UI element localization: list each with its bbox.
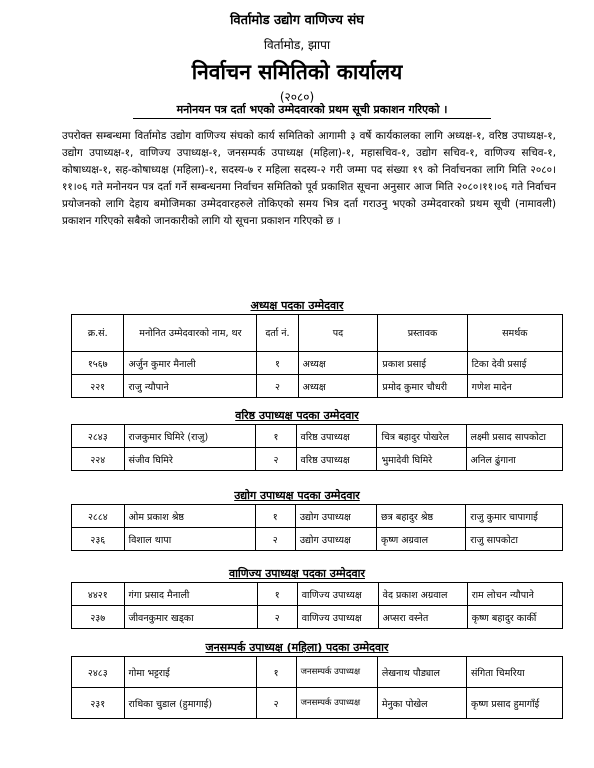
candidate-name-cell: राजकुमार घिमिरे (राजु) <box>124 425 256 448</box>
seconder-cell: राजु सापकोटा <box>466 528 563 551</box>
candidate-table <box>71 582 563 629</box>
table-row <box>72 375 563 398</box>
table-row <box>72 657 563 688</box>
post-cell: जनसम्पर्क उपाध्यक्ष <box>296 688 377 719</box>
table-header-row <box>72 315 563 352</box>
notice-title: मनोनयन पत्र दर्ता भएको उम्मेदवारको प्रथम सूची प्रकाशन गरिएको । <box>133 102 491 119</box>
seconder-cell: संगिता चिमरिया <box>466 657 562 688</box>
post-cell: उद्योग उपाध्यक्ष <box>295 505 376 528</box>
serial-cell: ४४२१ <box>72 583 125 606</box>
reg-no-cell: २ <box>257 606 297 629</box>
candidate-name-cell: राधिका चुडाल (हुमागाई) <box>124 688 256 719</box>
serial-cell: २८४३ <box>72 425 125 448</box>
seconder-cell: राम लोचन न्यौपाने <box>467 583 562 606</box>
serial-cell: २३१ <box>72 688 125 719</box>
post-cell: जनसम्पर्क उपाध्यक्ष <box>296 657 377 688</box>
seconder-cell: कृष्ण प्रसाद हुमागाँई <box>466 688 562 719</box>
seconder-cell: अनिल ढुंगाना <box>466 448 562 471</box>
org-location: विर्तामोड, झापा <box>263 38 331 52</box>
post-cell: वरिष्ठ उपाध्यक्ष <box>296 448 377 471</box>
table-row <box>72 688 563 719</box>
post-cell: वाणिज्य उपाध्यक्ष <box>297 606 378 629</box>
section-title: जनसम्पर्क उपाध्यक्ष (महिला) पदका उम्मेदवार <box>205 641 389 654</box>
reg-no-cell: १ <box>257 352 298 375</box>
table-row <box>72 606 563 629</box>
candidate-name-cell: संजीव घिमिरे <box>124 448 256 471</box>
serial-cell: २३७ <box>72 606 125 629</box>
candidate-table <box>71 656 563 719</box>
reg-no-cell: २ <box>255 528 295 551</box>
reg-no-cell: १ <box>256 425 296 448</box>
section-title: वाणिज्य उपाध्यक्ष पदका उम्मेदवार <box>228 567 366 580</box>
candidate-name-cell: गोमा भट्टराई <box>124 657 256 688</box>
candidate-name-cell: जीवनकुमार खड्का <box>124 606 257 629</box>
col-header-post: पद <box>298 315 378 352</box>
post-cell: वाणिज्य उपाध्यक्ष <box>297 583 378 606</box>
reg-no-cell: १ <box>255 505 295 528</box>
serial-cell: २२४ <box>72 448 125 471</box>
org-name: विर्तामोड उद्योग वाणिज्य संघ <box>230 13 364 28</box>
candidate-table <box>71 314 563 398</box>
candidate-table <box>71 504 563 551</box>
table-row <box>72 352 563 375</box>
candidate-name-cell: ओम प्रकाश श्रेष्ठ <box>124 505 255 528</box>
reg-no-cell: १ <box>257 583 297 606</box>
post-cell: वरिष्ठ उपाध्यक्ष <box>296 425 377 448</box>
col-header-serial: क्र.सं. <box>72 315 124 352</box>
proposer-cell: छत्र बहादुर श्रेष्ठ <box>376 505 465 528</box>
serial-cell: १५६७ <box>72 352 124 375</box>
serial-cell: २८८४ <box>72 505 125 528</box>
serial-cell: २३६ <box>72 528 125 551</box>
seconder-cell: टिका देवी प्रसाई <box>467 352 562 375</box>
proposer-cell: भुमादेवी घिमिरे <box>377 448 466 471</box>
table-row <box>72 505 563 528</box>
year: (२०८०) <box>279 90 315 104</box>
proposer-cell: चित्र बहादुर पोखरेल <box>377 425 466 448</box>
seconder-cell: कृष्ण बहादुर कार्की <box>467 606 562 629</box>
candidate-table <box>71 424 563 471</box>
proposer-cell: प्रकाश प्रसाई <box>378 352 467 375</box>
proposer-cell: कृष्ण अग्रवाल <box>376 528 465 551</box>
post-cell: अध्यक्ष <box>298 352 378 375</box>
candidate-name-cell: विशाल थापा <box>124 528 255 551</box>
post-cell: अध्यक्ष <box>298 375 378 398</box>
section-title: उद्योग उपाध्यक्ष पदका उम्मेदवार <box>234 489 360 502</box>
col-header-reg-no: दर्ता नं. <box>257 315 298 352</box>
reg-no-cell: १ <box>256 657 296 688</box>
reg-no-cell: २ <box>256 688 296 719</box>
serial-cell: २२१ <box>72 375 124 398</box>
office-title: निर्वाचन समितिको कार्यालय <box>191 60 403 84</box>
reg-no-cell: २ <box>256 448 296 471</box>
proposer-cell: वेद प्रकाश अग्रवाल <box>378 583 467 606</box>
seconder-cell: गणेश मादेन <box>467 375 562 398</box>
seconder-cell: लक्ष्मी प्रसाद सापकोटा <box>466 425 562 448</box>
proposer-cell: प्रमोद कुमार चौधरी <box>378 375 467 398</box>
table-row <box>72 528 563 551</box>
col-header-proposer: प्रस्तावक <box>378 315 467 352</box>
table-row <box>72 448 563 471</box>
reg-no-cell: २ <box>257 375 298 398</box>
serial-cell: २४८३ <box>72 657 125 688</box>
seconder-cell: राजु कुमार चापागाई <box>466 505 563 528</box>
col-header-seconder: समर्थक <box>467 315 562 352</box>
candidate-name-cell: गंगा प्रसाद मैनाली <box>124 583 257 606</box>
section-title: अध्यक्ष पदका उम्मेदवार <box>250 299 344 312</box>
notice-body: उपरोक्त सम्बन्धमा विर्तामोड उद्योग वाणिज्य संघको कार्य समितिको आगामी ३ वर्षे कार्यकालका लागि अध्यक्ष-१, वरिष्ठ उपाध्यक्ष-१, उद्योग उपाध्यक्ष-१, वाणिज्य उपाध्यक्ष-१, जनसम्पर्क उपाध्यक्ष (महिला)-१, महासचिव-१, उद्योग सचिव-१, वाणिज्य सचिव-१, कोषाध्यक्ष-१, सह-कोषाध्यक्ष (महिला)-१, सदस्य-७ र महिला सदस्य-२ गरी जम्मा पद संख्या १९ को निर्वाचनका लागि मिति २०८०।११।०६ गते मनोनयन पत्र दर्ता गर्ने सम्बन्धनमा निर्वाचन समितिको पूर्व प्रकाशित सूचना अनुसार आज मिति २०८०।११।०६ गते निर्वाचन प्रयोजनको लागि देहाय बमोजिमका उम्मेदवारहरुले तोकिएको समय भित्र दर्ता गराउनु भएको उम्मेदवारको प्रथम सूची (नामावली) प्रकाशन गरिएको सबैको जानकारीको लागि यो सूचना प्रकाशन गरिएको छ । <box>62 130 556 227</box>
proposer-cell: लेखनाथ पौड्याल <box>377 657 466 688</box>
section-title: वरिष्ठ उपाध्यक्ष पदका उम्मेदवार <box>235 409 359 422</box>
table-row <box>72 583 563 606</box>
proposer-cell: मेनुका पोखेल <box>377 688 466 719</box>
candidate-name-cell: राजु न्यौपाने <box>124 375 257 398</box>
col-header-name: मनोनित उम्मेदवारको नाम, थर <box>124 315 257 352</box>
proposer-cell: अप्सरा वस्नेत <box>378 606 467 629</box>
post-cell: उद्योग उपाध्यक्ष <box>295 528 376 551</box>
table-row <box>72 425 563 448</box>
candidate-name-cell: अर्जुन कुमार मैनाली <box>124 352 257 375</box>
